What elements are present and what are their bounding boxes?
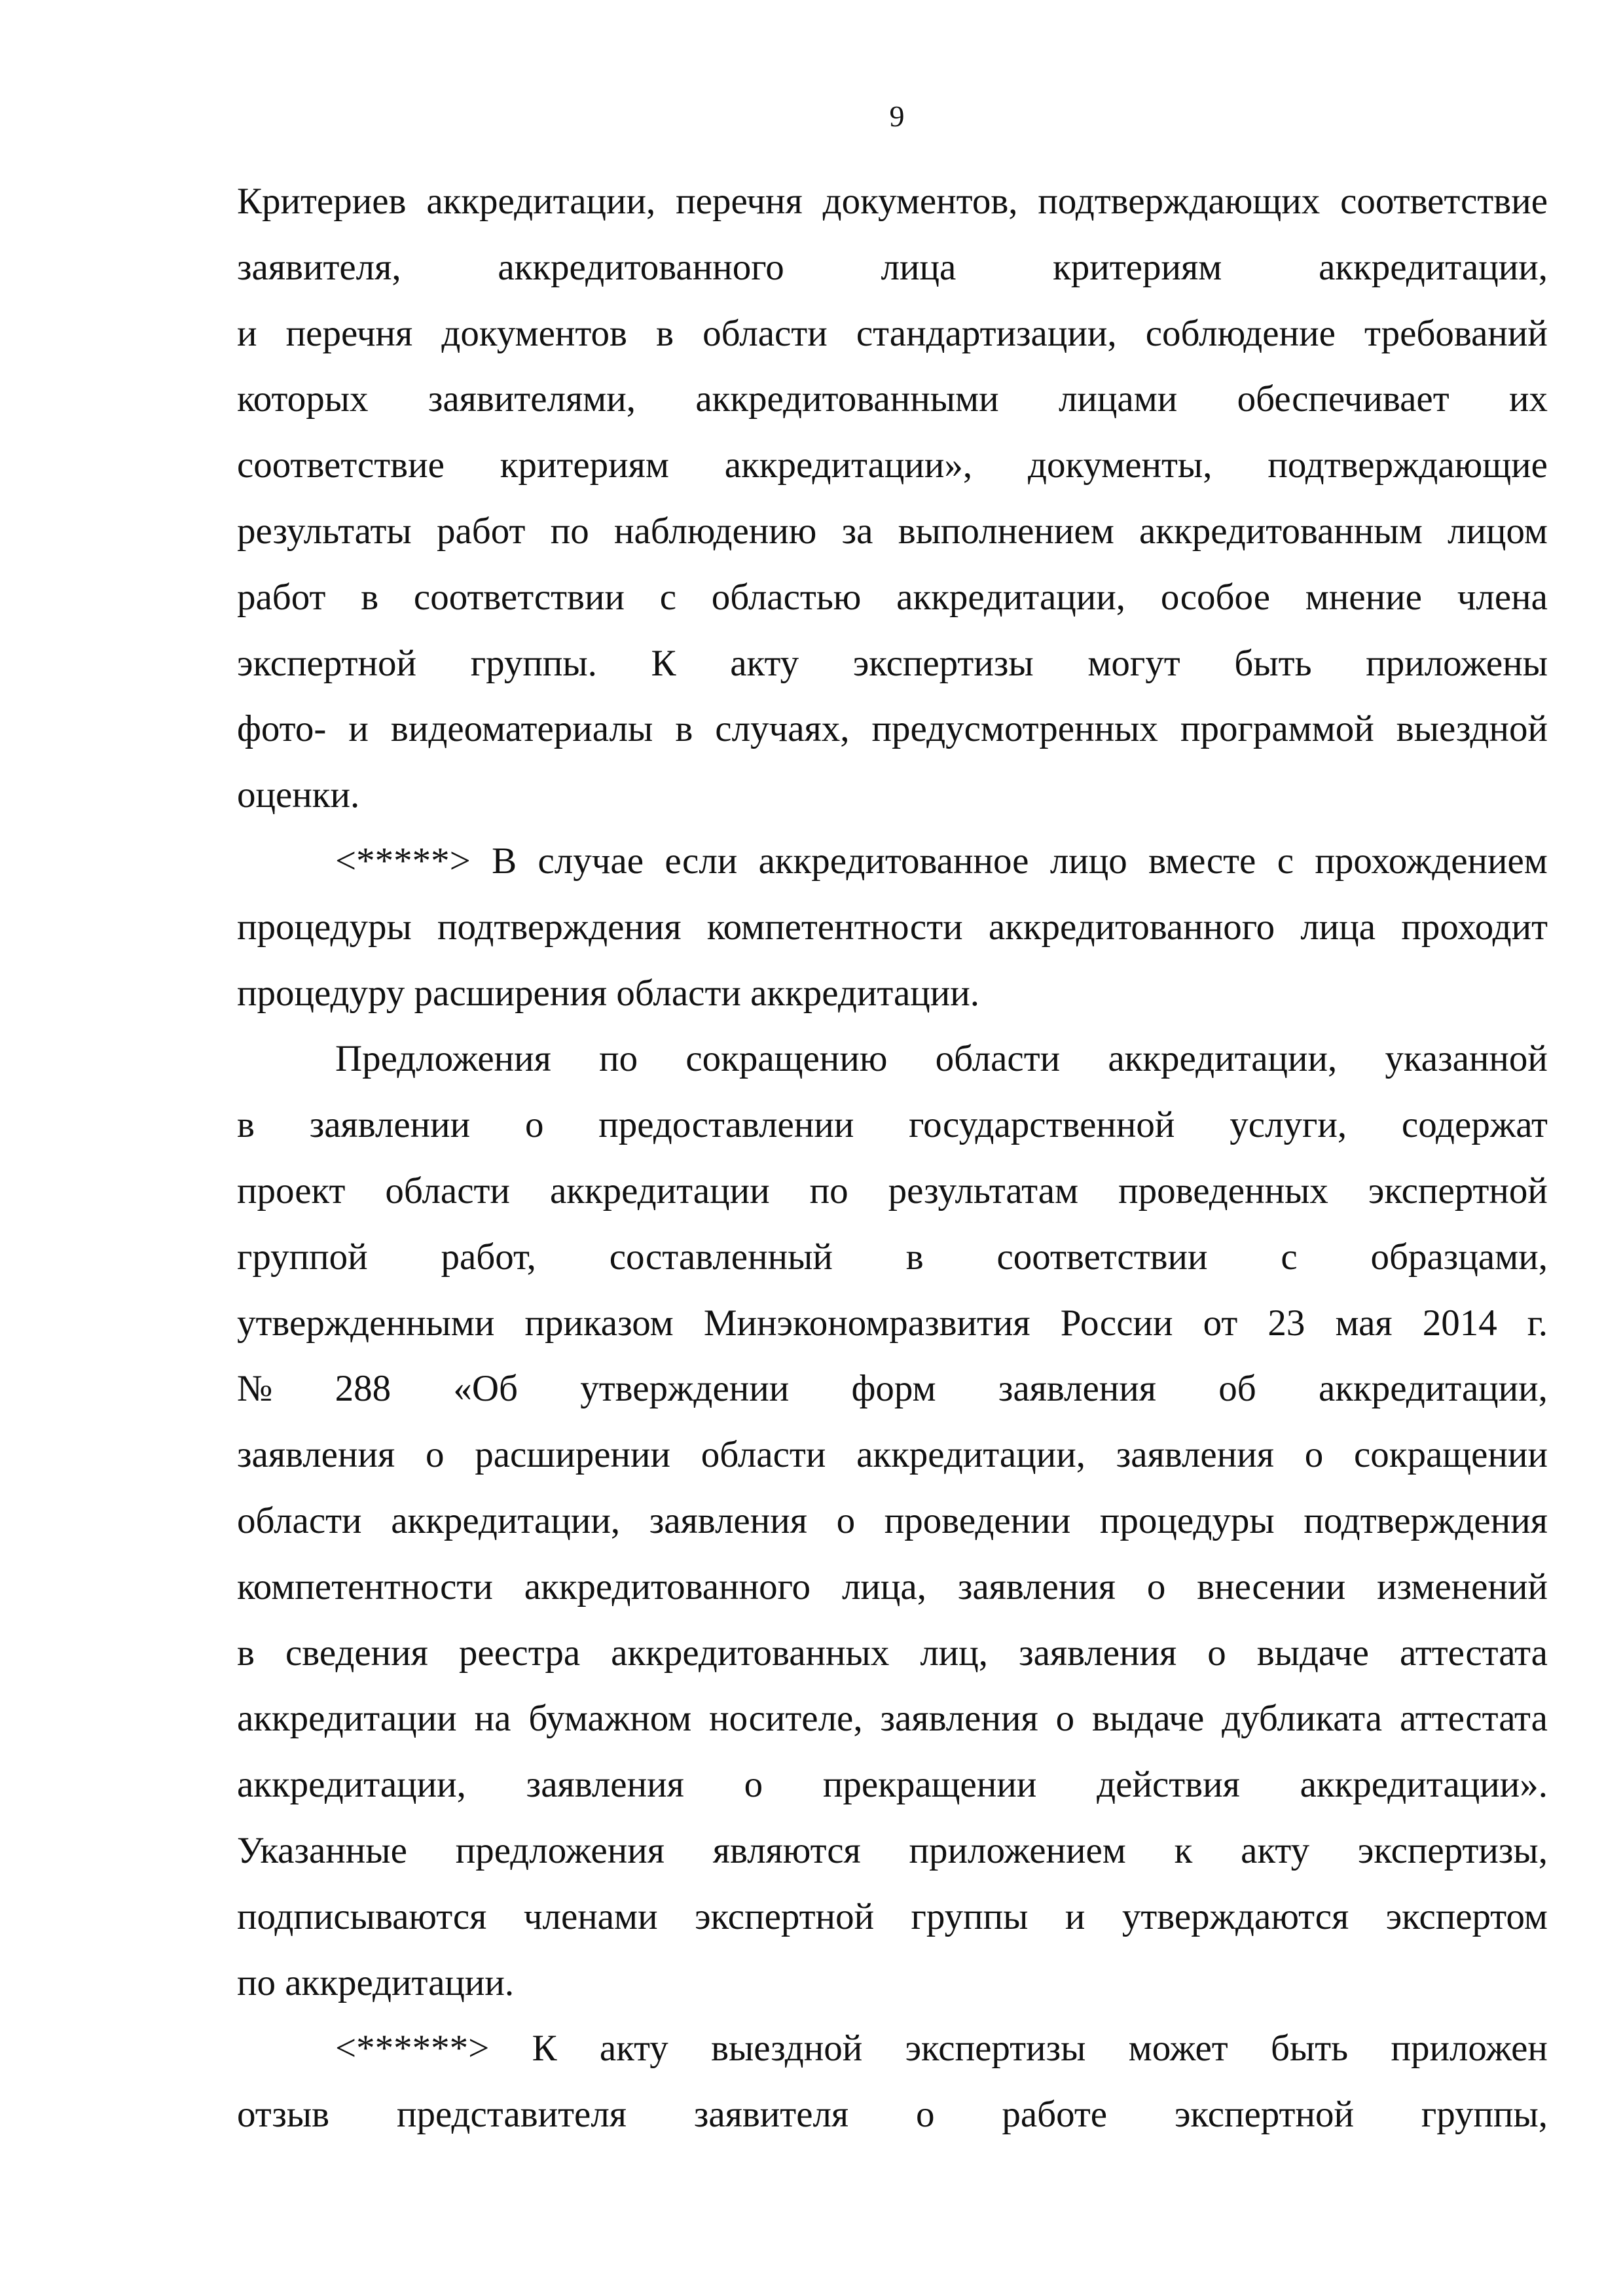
word: Минэкономразвития [703, 1302, 1030, 1344]
word: лицами [1058, 378, 1178, 420]
word: о [744, 1764, 763, 1806]
footnote-line: процедуру расширения области аккредитации. [237, 972, 980, 1014]
word: аккредитации, [237, 1764, 466, 1806]
word: от [1203, 1302, 1238, 1344]
word: <******> [335, 2028, 490, 2070]
word: процедуры [1099, 1499, 1275, 1541]
word: работ [436, 510, 526, 552]
text-line: оценки. [237, 774, 360, 816]
word: по [550, 510, 589, 552]
word: сведения [285, 1632, 428, 1674]
word: к [1174, 1829, 1193, 1871]
word: утвержденными [237, 1302, 495, 1344]
text-line [237, 367, 1548, 433]
text-line [237, 169, 1548, 235]
word: документов, [822, 181, 1018, 222]
word: члена [1457, 576, 1548, 618]
word: группы [911, 1895, 1029, 1937]
word: экспертной [237, 642, 417, 684]
word: которых [237, 378, 369, 420]
word: с [1277, 840, 1294, 882]
footnote-line [237, 895, 1548, 961]
word: о [916, 2094, 935, 2136]
word: проходит [1401, 906, 1548, 948]
word: обеспечивает [1237, 378, 1450, 420]
word: заявления [526, 1764, 684, 1806]
word: соответствии [996, 1236, 1208, 1278]
word: государственной [909, 1104, 1175, 1146]
footnote-line [237, 2016, 1548, 2082]
word: заявления [649, 1499, 807, 1541]
paragraph-line [237, 1092, 1548, 1158]
text-line [237, 499, 1548, 565]
word: изменений [1377, 1566, 1548, 1607]
word: членами [523, 1895, 658, 1937]
word: критериям [500, 444, 669, 486]
word: с [1281, 1236, 1298, 1278]
word: прекращении [822, 1764, 1037, 1806]
word: соответствие [237, 444, 445, 486]
word: аккредитованным [1139, 510, 1423, 552]
word: об [1218, 1368, 1256, 1410]
word: областью [711, 576, 862, 618]
word: по [809, 1170, 848, 1211]
paragraph-line [237, 1818, 1548, 1884]
text-line [237, 631, 1548, 697]
word: заявителями, [428, 378, 636, 420]
word: экспертом [1385, 1895, 1548, 1937]
word: В [492, 840, 517, 882]
word: выездной [711, 2028, 863, 2070]
word: 288 [335, 1368, 392, 1410]
text-line [237, 433, 1548, 499]
word: документы, [1028, 444, 1213, 486]
paragraph-line [237, 1158, 1548, 1225]
word: аккредитации, [426, 181, 656, 222]
word: услуги, [1230, 1104, 1347, 1146]
word: мая [1335, 1302, 1393, 1344]
word: экспертной [695, 1895, 875, 1937]
word: экспертизы, [1357, 1829, 1548, 1871]
word: и [1065, 1895, 1085, 1937]
paragraph-line [237, 1686, 1548, 1752]
word: о [1207, 1632, 1226, 1674]
word: расширении [475, 1434, 671, 1476]
word: мнение [1305, 576, 1422, 618]
word: фото- [237, 708, 327, 750]
word: работ [237, 576, 326, 618]
word: утверждении [580, 1368, 790, 1410]
footnote-line [237, 829, 1548, 895]
word: акту [599, 2028, 668, 2070]
word: области [702, 312, 828, 354]
word: образцами, [1370, 1236, 1548, 1278]
word: программой [1180, 708, 1374, 750]
word: Предложения [335, 1038, 551, 1080]
word: составленный [609, 1236, 833, 1278]
word: аттестата [1399, 1632, 1548, 1674]
word: аттестата [1399, 1698, 1548, 1740]
word: особое [1160, 576, 1271, 618]
word: в [905, 1236, 924, 1278]
word: 23 [1267, 1302, 1305, 1344]
word: предложения [455, 1829, 665, 1871]
word: заявлении [309, 1104, 471, 1146]
word: К [532, 2028, 557, 2070]
word: реестра [458, 1632, 581, 1674]
word: области [935, 1038, 1061, 1080]
word: лицом [1448, 510, 1548, 552]
word: подписываются [237, 1895, 487, 1937]
word: процедуры [237, 906, 412, 948]
word: г. [1527, 1302, 1548, 1344]
word: проведении [884, 1499, 1071, 1541]
paragraph-line: по аккредитации. [237, 1962, 515, 2003]
paragraph-line [237, 1621, 1548, 1687]
word: в [675, 708, 693, 750]
word: аккредитованными [695, 378, 999, 420]
word: аккредитации, [896, 576, 1126, 618]
word: предусмотренных [871, 708, 1158, 750]
word: аккредитации, [391, 1499, 621, 1541]
word: аккредитации, [1319, 246, 1548, 288]
word: с [659, 576, 677, 618]
word: предоставлении [598, 1104, 854, 1146]
word: о [1146, 1566, 1166, 1607]
text-line [237, 696, 1548, 762]
word: их [1508, 378, 1548, 420]
word: области [237, 1499, 362, 1541]
word: аккредитованного [524, 1566, 811, 1607]
word: аккредитованное [758, 840, 1029, 882]
word: действия [1097, 1764, 1240, 1806]
word: подтверждающие [1267, 444, 1548, 486]
word: сокращению [685, 1038, 888, 1080]
word: приказом [524, 1302, 674, 1344]
word: Указанные [237, 1829, 407, 1871]
word: отзыв [237, 2094, 330, 2136]
paragraph-line [237, 1752, 1548, 1818]
word: подтверждения [437, 906, 682, 948]
word: России [1060, 1302, 1173, 1344]
word: сокращении [1353, 1434, 1548, 1476]
word: являются [712, 1829, 861, 1871]
word: экспертной [1368, 1170, 1548, 1211]
paragraph-line [237, 1026, 1548, 1092]
word: критериям [1053, 246, 1222, 288]
word: внесении [1197, 1566, 1346, 1607]
word: представителя [396, 2094, 627, 2136]
paragraph-line [237, 1422, 1548, 1488]
word: заявителя, [237, 246, 401, 288]
word: приложением [909, 1829, 1126, 1871]
word: аккредитованных [611, 1632, 890, 1674]
paragraph-line [237, 1554, 1548, 1621]
paragraph-line [237, 1291, 1548, 1357]
word: указанной [1385, 1038, 1548, 1080]
paragraph-line [237, 1225, 1548, 1291]
word: бумажном [528, 1698, 692, 1740]
word: видеоматериалы [390, 708, 653, 750]
word: группы, [1421, 2094, 1548, 2136]
word: дубликата [1222, 1698, 1383, 1740]
word: вместе [1148, 840, 1256, 882]
word: в [361, 576, 379, 618]
paragraph-line [237, 1356, 1548, 1422]
paragraph-line [237, 1488, 1548, 1554]
word: заявления [957, 1566, 1116, 1607]
word: приложен [1391, 2028, 1548, 2070]
word: выполнением [898, 510, 1114, 552]
text-line [237, 565, 1548, 631]
word: о [425, 1434, 445, 1476]
word: аккредитации». [1300, 1764, 1548, 1806]
word: наблюдению [613, 510, 817, 552]
word: выездной [1396, 708, 1548, 750]
word: 2014 [1422, 1302, 1497, 1344]
word: аккредитации, [856, 1434, 1085, 1476]
word: лицо [1049, 840, 1127, 882]
word: выдаче [1092, 1698, 1205, 1740]
word: носителе, [709, 1698, 863, 1740]
word: и [237, 312, 257, 354]
word: быть [1234, 642, 1312, 684]
paragraph-line [237, 1884, 1548, 1950]
word: по [599, 1038, 638, 1080]
word: К [651, 642, 676, 684]
word: подтверждающих [1038, 181, 1321, 222]
word: лица, [841, 1566, 926, 1607]
text-line [237, 235, 1548, 301]
word: в [656, 312, 674, 354]
word: могут [1087, 642, 1180, 684]
word: компетентности [237, 1566, 493, 1607]
word: аккредитованного [498, 246, 784, 288]
word: за [841, 510, 873, 552]
word: перечня [285, 312, 413, 354]
word: и [348, 708, 369, 750]
word: о [1055, 1698, 1075, 1740]
word: утверждаются [1122, 1895, 1349, 1937]
word: проведенных [1118, 1170, 1328, 1211]
word: содержат [1401, 1104, 1548, 1146]
page-number: 9 [889, 99, 905, 133]
word: прохождением [1315, 840, 1548, 882]
word: лица [881, 246, 957, 288]
word: о [524, 1104, 544, 1146]
word: заявления [237, 1434, 395, 1476]
word: в [237, 1104, 255, 1146]
word: перечня [676, 181, 803, 222]
word: быть [1270, 2028, 1349, 2070]
word: аккредитации», [724, 444, 973, 486]
word: аккредитованного [988, 906, 1275, 948]
word: акту [730, 642, 799, 684]
word: требований [1364, 312, 1548, 354]
word: заявления [1019, 1632, 1177, 1674]
word: лица [1300, 906, 1376, 948]
word: экспертизы [852, 642, 1034, 684]
footnote-line [237, 2082, 1548, 2148]
word: «Об [453, 1368, 519, 1410]
word: лиц, [920, 1632, 989, 1674]
word: на [474, 1698, 511, 1740]
word: области [701, 1434, 826, 1476]
word: аккредитации [549, 1170, 770, 1211]
word: акту [1241, 1829, 1310, 1871]
word: экспертной [1174, 2094, 1354, 2136]
word: Критериев [237, 181, 407, 222]
word: в [237, 1632, 255, 1674]
word: может [1128, 2028, 1228, 2070]
word: заявления [880, 1698, 1038, 1740]
word: заявления [1116, 1434, 1274, 1476]
word: группы. [470, 642, 597, 684]
word: проект [237, 1170, 346, 1211]
word: аккредитации, [1319, 1368, 1548, 1410]
word: форм [851, 1368, 936, 1410]
text-line [237, 301, 1548, 367]
word: случае [538, 840, 644, 882]
word: приложены [1366, 642, 1548, 684]
word: работ, [441, 1236, 536, 1278]
word: № [237, 1368, 273, 1410]
word: подтверждения [1304, 1499, 1548, 1541]
document-body [237, 169, 1548, 2148]
word: результатам [888, 1170, 1079, 1211]
word: документов [441, 312, 627, 354]
word: о [1304, 1434, 1324, 1476]
word: результаты [237, 510, 412, 552]
word: группой [237, 1236, 368, 1278]
word: если [665, 840, 738, 882]
word: заявления [998, 1368, 1157, 1410]
word: экспертизы [905, 2028, 1086, 2070]
word: соответствие [1340, 181, 1548, 222]
word: заявителя [693, 2094, 849, 2136]
word: компетентности [706, 906, 963, 948]
word: о [836, 1499, 856, 1541]
word: случаях, [715, 708, 850, 750]
word: соответствии [413, 576, 625, 618]
word: выдаче [1256, 1632, 1369, 1674]
word: <*****> [335, 840, 471, 882]
word: аккредитации, [1108, 1038, 1338, 1080]
word: аккредитации [237, 1698, 457, 1740]
word: стандартизации, [856, 312, 1117, 354]
word: работе [1002, 2094, 1108, 2136]
word: области [385, 1170, 510, 1211]
word: соблюдение [1145, 312, 1336, 354]
